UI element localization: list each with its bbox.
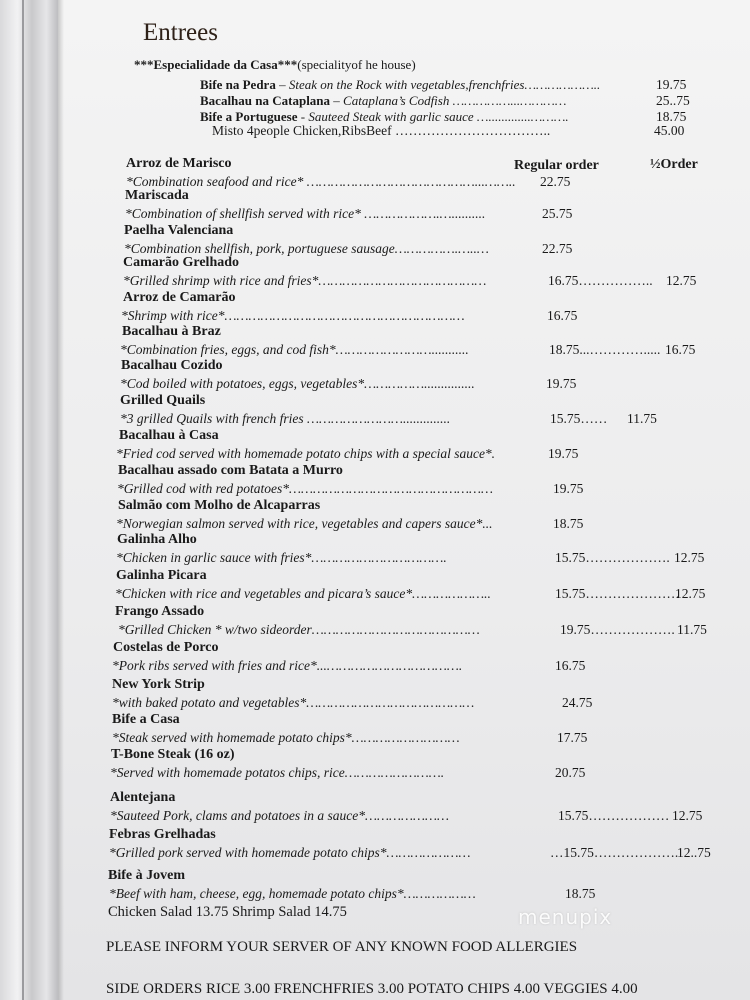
menu-item-name: New York Strip (112, 677, 205, 692)
specialty-item (200, 78, 600, 91)
menu-item-desc: *Grilled pork served with homemade potato chips*………………… (109, 845, 471, 860)
menu-item-desc: *Pork ribs served with fries and rice*...……………………………. (112, 658, 463, 673)
menu-item-price: 19.75………………. (560, 622, 675, 637)
menu-item-name: Bacalhau assado com Batata a Murro (118, 463, 343, 478)
half-order-header: ½Order (650, 157, 698, 172)
menu-item-price: 24.75 (562, 695, 593, 710)
menu-item-desc: *Combination seafood and rice* ……………………………………...…….. (126, 174, 516, 189)
menu-item-desc: *Grilled shrimp with rice and fries*…………………………………… (123, 273, 487, 288)
menu-item-price: 16.75 (555, 658, 586, 673)
specialty-item (200, 94, 566, 107)
menu-item-desc: *Chicken with rice and vegetables and picara’s sauce*……………….. (115, 586, 491, 601)
menu-item-price: 15.75………………. (555, 550, 670, 565)
menu-item-name: Bacalhau à Casa (119, 428, 219, 443)
menu-item-half-price: 11.75 (677, 622, 707, 637)
menu-item-name: Galinha Picara (116, 568, 207, 583)
menu-item-desc: *Combination of shellfish served with rice* ……………….….......... (125, 206, 486, 221)
binder-line (22, 0, 24, 1000)
menu-item-half-price: 16.75 (665, 342, 696, 357)
specialty-name: Bacalhau na Cataplana (200, 93, 331, 108)
menu-item-price: 18.75 (553, 516, 584, 531)
menu-item-desc: *Served with homemade potatos chips, rice……………………. (110, 765, 445, 780)
menupix-watermark: menupix (518, 905, 613, 929)
menu-item-desc: *Cod boiled with potatoes, eggs, vegetables*……………............... (120, 376, 475, 391)
menu-item-desc: *with baked potato and vegetables*…………………………………… (112, 695, 475, 710)
salads-line: Chicken Salad 13.75 Shrimp Salad 14.75 (108, 904, 347, 920)
menu-item-name: Frango Assado (115, 604, 205, 619)
menu-item-price: 20.75 (555, 765, 586, 780)
menu-item-desc: *Combination shellfish, pork, portuguese sausage…………….…..… (124, 241, 489, 256)
menu-item-desc: *Combination fries, eggs, and cod fish*……………………........... (120, 342, 469, 357)
menu-item-desc: *Grilled Chicken * w/two sideorder…………………………………… (118, 622, 480, 637)
menu-item-desc: *Norwegian salmon served with rice, vegetables and capers sauce*... (116, 516, 493, 531)
menu-item-name: Bife à Jovem (108, 868, 185, 883)
menu-item-half-price: 12.75 (675, 586, 706, 601)
menu-item-price: 18.75...…………..... (549, 342, 661, 357)
misto-text: Misto 4people Chicken,RibsBeef …………………………….. (212, 123, 551, 138)
menu-item-price: 15.75…… (550, 411, 608, 426)
menu-item-price: 22.75 (542, 241, 573, 256)
specialty-desc: – Steak on the Rock with vegetables,frenchfries……………….. (279, 77, 601, 92)
menu-item-name: T-Bone Steak (16 oz) (111, 747, 235, 762)
menu-item-desc: *Beef with ham, cheese, egg, homemade potato chips*……………… (109, 886, 476, 901)
menu-item-desc: *Chicken in garlic sauce with fries*……………………………. (116, 550, 447, 565)
specialty-item (200, 110, 569, 123)
menu-item-price: 19.75 (546, 376, 577, 391)
menu-item-price: 18.75 (565, 886, 596, 901)
menu-item-price: 17.75 (557, 730, 588, 745)
menu-item-desc: *Shrimp with rice*…………………………………………………… (121, 308, 465, 323)
menu-item-price: 16.75…………….. (548, 273, 653, 288)
section-title: Entrees (143, 19, 218, 46)
menu-item-half-price: 11.75 (627, 411, 657, 426)
specialty-heading-bold: ***Especialidade da Casa*** (134, 57, 298, 72)
specialty-name: Bife na Pedra (200, 77, 276, 92)
menu-item-name: Arroz de Marisco (126, 156, 232, 171)
menu-item-name: Bacalhau à Braz (122, 324, 221, 339)
specialty-heading (134, 58, 416, 71)
specialty-name: Bife a Portuguese (200, 109, 298, 124)
menu-item-name: Bacalhau Cozido (121, 358, 223, 373)
menu-item-price: 16.75 (547, 308, 578, 323)
misto-price: 45.00 (654, 123, 685, 138)
menu-item-price: …15.75………………. (550, 845, 679, 860)
specialty-desc: - Sauteed Steak with garlic sauce ….............………. (300, 109, 569, 124)
menu-item-name: Camarão Grelhado (123, 255, 240, 270)
menu-item-half-price: 12..75 (677, 845, 711, 860)
specialty-heading-note: (specialityof he house) (297, 57, 416, 72)
menu-item-desc: *Fried cod served with homemade potato chips with a special sauce*. (116, 446, 496, 461)
menu-item-name: Alentejana (110, 790, 176, 805)
menu-item-name: Mariscada (125, 188, 189, 203)
menu-item-name: Arroz de Camarão (123, 290, 236, 305)
menu-item-half-price: 12.75 (672, 808, 703, 823)
menu-item-name: Galinha Alho (117, 532, 197, 547)
menu-item-price: 15.75……………… (558, 808, 670, 823)
menu-item-price: 19.75 (548, 446, 579, 461)
page-shadow (58, 0, 64, 1000)
menu-item-name: Costelas de Porco (113, 640, 219, 655)
allergy-notice: PLEASE INFORM YOUR SERVER OF ANY KNOWN FOOD ALLERGIES (106, 939, 578, 955)
menu-item-desc: *Grilled cod with red potatoes*…………………………………………… (117, 481, 494, 496)
menu-item-name: Salmão com Molho de Alcaparras (118, 498, 321, 513)
menu-item-price: 22.75 (540, 174, 571, 189)
menu-item-price: 19.75 (553, 481, 584, 496)
menu-item-name: Bife a Casa (112, 712, 180, 727)
menu-item-name: Paelha Valenciana (124, 223, 234, 238)
specialty-desc: – Cataplana’s Codfish ……………...………… (333, 93, 567, 108)
menu-item-desc: *Sauteed Pork, clams and potatoes in a sauce*………………… (110, 808, 449, 823)
menu-item-price: 25.75 (542, 206, 573, 221)
menu-item-price: 15.75………………… (555, 586, 680, 601)
regular-order-header: Regular order (514, 158, 599, 173)
menu-item-half-price: 12.75 (674, 550, 705, 565)
menu-item-desc: *Steak served with homemade potato chips*……………………… (112, 730, 460, 745)
side-orders: SIDE ORDERS RICE 3.00 FRENCHFRIES 3.00 POTATO CHIPS 4.00 VEGGIES 4.00 (106, 981, 638, 997)
menu-item-desc: *3 grilled Quails with french fries …………………….............. (120, 411, 451, 426)
menu-item-name: Grilled Quails (120, 393, 206, 408)
specialty-price: 19.75 (656, 77, 687, 92)
menu-item-half-price: 12.75 (666, 273, 697, 288)
specialty-price: 18.75 (656, 109, 687, 124)
binder-edge (0, 0, 58, 1000)
menu-item-name: Febras Grelhadas (109, 827, 216, 842)
specialty-price: 25..75 (656, 93, 690, 108)
